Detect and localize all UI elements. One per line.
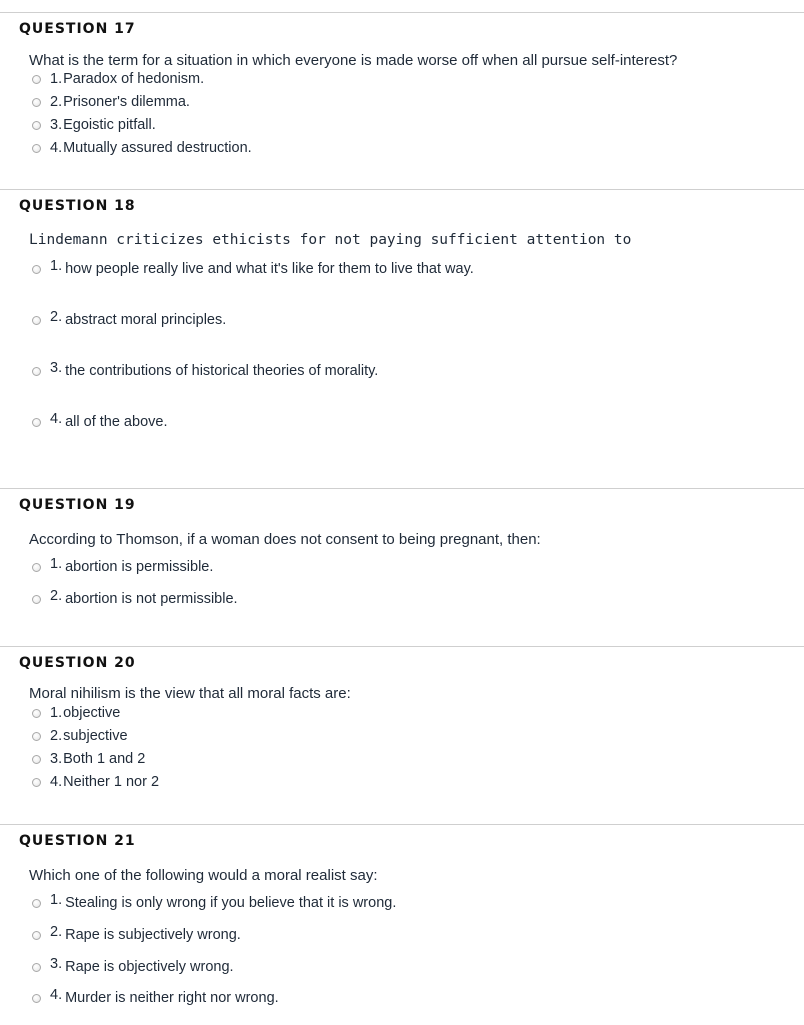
option-label[interactable]: abortion is not permissible. — [65, 591, 238, 607]
option-label[interactable]: all of the above. — [65, 414, 168, 430]
answer-option[interactable] — [32, 750, 145, 768]
answer-option[interactable] — [32, 70, 204, 88]
option-label[interactable]: objective — [63, 705, 121, 721]
option-number: 4. — [50, 140, 63, 156]
radio-button[interactable] — [32, 963, 41, 972]
radio-button[interactable] — [32, 75, 41, 84]
answer-option[interactable] — [32, 116, 156, 134]
answer-option[interactable] — [32, 926, 241, 944]
radio-button[interactable] — [32, 994, 41, 1003]
radio-button[interactable] — [32, 265, 41, 274]
option-number: 3. — [50, 117, 63, 133]
option-number: 1. — [50, 71, 63, 87]
option-label[interactable]: Prisoner's dilemma. — [63, 94, 190, 110]
answer-option[interactable] — [32, 989, 279, 1007]
option-number: 4. — [50, 774, 63, 790]
option-label[interactable]: Stealing is only wrong if you believe that it is wrong. — [65, 895, 397, 911]
radio-button[interactable] — [32, 899, 41, 908]
answer-option[interactable] — [32, 362, 378, 380]
answer-option[interactable] — [32, 139, 252, 157]
answer-option[interactable] — [32, 894, 396, 912]
radio-button[interactable] — [32, 418, 41, 427]
question-20 — [0, 646, 804, 825]
option-number: 3. — [50, 956, 63, 972]
question-title: QUESTION 21 — [19, 833, 136, 849]
option-label[interactable]: Rape is subjectively wrong. — [65, 927, 241, 943]
radio-button[interactable] — [32, 316, 41, 325]
radio-button[interactable] — [32, 144, 41, 153]
question-title: QUESTION 20 — [19, 655, 136, 671]
option-number: 2. — [50, 94, 63, 110]
option-number: 3. — [50, 751, 63, 767]
option-label[interactable]: Paradox of hedonism. — [63, 71, 205, 87]
question-text: Which one of the following would a moral realist say: — [29, 867, 378, 884]
answer-option[interactable] — [32, 558, 213, 576]
question-title: QUESTION 17 — [19, 21, 136, 37]
option-number: 2. — [50, 588, 63, 604]
option-label[interactable]: Mutually assured destruction. — [63, 140, 252, 156]
radio-button[interactable] — [32, 732, 41, 741]
option-label[interactable]: abortion is permissible. — [65, 559, 214, 575]
question-title: QUESTION 18 — [19, 198, 136, 214]
option-label[interactable]: Rape is objectively wrong. — [65, 959, 234, 975]
question-21 — [0, 824, 804, 1025]
option-label[interactable]: subjective — [63, 728, 128, 744]
option-label[interactable]: how people really live and what it's like for them to live that way. — [65, 261, 474, 277]
answer-option[interactable] — [32, 958, 234, 976]
radio-button[interactable] — [32, 778, 41, 787]
radio-button[interactable] — [32, 709, 41, 718]
question-18 — [0, 189, 804, 489]
option-label[interactable]: Murder is neither right nor wrong. — [65, 990, 279, 1006]
option-number: 4. — [50, 987, 63, 1003]
answer-option[interactable] — [32, 93, 190, 111]
option-number: 1. — [50, 705, 63, 721]
question-text: Lindemann criticizes ethicists for not paying sufficient attention to — [29, 232, 632, 248]
radio-button[interactable] — [32, 755, 41, 764]
question-text: According to Thomson, if a woman does not consent to being pregnant, then: — [29, 531, 541, 548]
option-number: 1. — [50, 892, 63, 908]
radio-button[interactable] — [32, 121, 41, 130]
option-number: 2. — [50, 728, 63, 744]
radio-button[interactable] — [32, 931, 41, 940]
option-label[interactable]: the contributions of historical theories of morality. — [65, 363, 379, 379]
answer-option[interactable] — [32, 773, 159, 791]
radio-button[interactable] — [32, 98, 41, 107]
radio-button[interactable] — [32, 367, 41, 376]
question-text: Moral nihilism is the view that all moral facts are: — [29, 685, 351, 702]
option-number: 1. — [50, 556, 63, 572]
option-number: 2. — [50, 309, 63, 325]
option-number: 2. — [50, 924, 63, 940]
answer-option[interactable] — [32, 704, 120, 722]
option-label[interactable]: Both 1 and 2 — [63, 751, 146, 767]
answer-option[interactable] — [32, 260, 474, 278]
option-number: 4. — [50, 411, 63, 427]
question-17 — [0, 12, 804, 190]
radio-button[interactable] — [32, 595, 41, 604]
answer-option[interactable] — [32, 590, 238, 608]
question-title: QUESTION 19 — [19, 497, 136, 513]
question-19 — [0, 488, 804, 647]
answer-option[interactable] — [32, 413, 167, 431]
radio-button[interactable] — [32, 563, 41, 572]
option-label[interactable]: Egoistic pitfall. — [63, 117, 156, 133]
answer-option[interactable] — [32, 311, 226, 329]
option-number: 1. — [50, 258, 63, 274]
option-number: 3. — [50, 360, 63, 376]
option-label[interactable]: abstract moral principles. — [65, 312, 227, 328]
question-text: What is the term for a situation in which everyone is made worse off when all pursue self-interest? — [29, 52, 678, 69]
answer-option[interactable] — [32, 727, 128, 745]
option-label[interactable]: Neither 1 nor 2 — [63, 774, 160, 790]
